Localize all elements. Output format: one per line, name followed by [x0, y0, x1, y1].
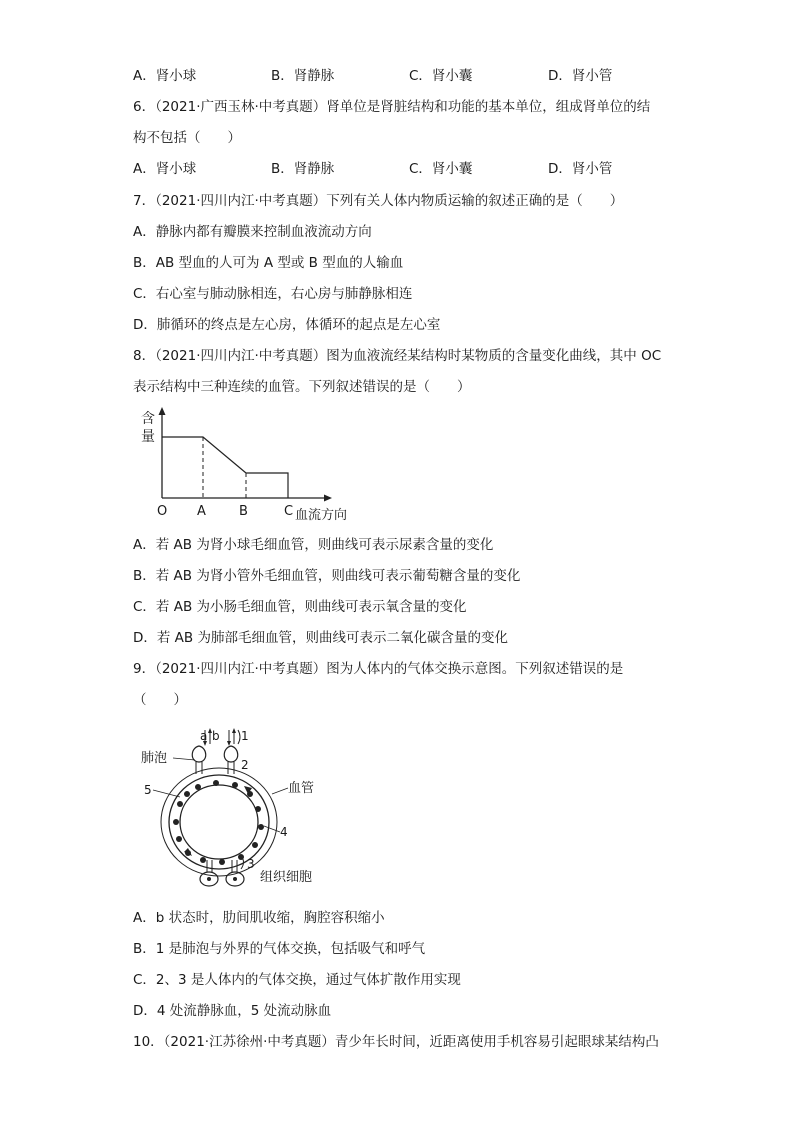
x-axis-arrow [324, 495, 332, 502]
q8-stem-line2: 表示结构中三种连续的血管。下列叙述错误的是（ ） [133, 379, 471, 395]
label-1: 1 [241, 729, 249, 743]
q7-option-a: A．静脉内都有瓣膜来控制血液流动方向 [133, 224, 372, 240]
vessel-outer-ring [169, 775, 269, 869]
label-tissue-cells: 组织细胞 [260, 870, 313, 885]
xlabel: 血流方向 [295, 508, 348, 523]
ylabel-2: 量 [141, 429, 155, 445]
q9-option-b: B．1 是肺泡与外界的气体交换，包括吸气和呼气 [133, 941, 426, 957]
q5-option-d: D．肾小管 [548, 68, 613, 84]
q5-option-b: B．肾静脉 [271, 68, 335, 84]
q6-option-c: C．肾小囊 [409, 161, 473, 177]
q9-stem-line2: （ ） [133, 692, 187, 708]
label-4: 4 [280, 825, 288, 839]
vessel-inner-ring [180, 785, 258, 859]
q10-stem-line1: 10．（2021·江苏徐州·中考真题）青少年长时间，近距离使用手机容易引起眼球某结构凸 [133, 1034, 659, 1050]
q7-option-d: D．肺循环的终点是左心房，体循环的起点是左心室 [133, 317, 441, 333]
q5-option-c: C．肾小囊 [409, 68, 473, 84]
q8-content-graph [136, 405, 368, 525]
q8-stem-line1: 8．（2021·四川内江·中考真题）图为血液流经某结构时某物质的含量变化曲线，其中 OC [133, 348, 662, 364]
q9-option-d: D．4 处流静脉血，5 处流动脉血 [133, 1003, 332, 1019]
q6-stem-line1: 6．（2021·广西玉林·中考真题）肾单位是肾脏结构和功能的基本单位，组成肾单位的结 [133, 99, 651, 115]
label-b: b [212, 729, 220, 743]
q6-stem-line2: 构不包括（ ） [133, 130, 241, 146]
label-2: 2 [241, 758, 249, 772]
q8-option-b: B．若 AB 为肾小管外毛细血管，则曲线可表示葡萄糖含量的变化 [133, 568, 521, 584]
q6-option-a: A．肾小球 [133, 161, 197, 177]
label-3: 3 [247, 857, 255, 871]
ylabel-1: 含 [141, 411, 155, 427]
q6-option-d: D．肾小管 [548, 161, 613, 177]
label-a: a [200, 729, 208, 743]
tick-b-label: B [239, 504, 248, 519]
q7-stem: 7．（2021·四川内江·中考真题）下列有关人体内物质运输的叙述正确的是（ ） [133, 193, 624, 209]
q7-option-c: C．右心室与肺动脉相连，右心房与肺静脉相连 [133, 286, 413, 302]
tick-a-label: A [197, 504, 206, 519]
q8-option-a: A．若 AB 为肾小球毛细血管，则曲线可表示尿素含量的变化 [133, 537, 494, 553]
q9-stem-line1: 9．（2021·四川内江·中考真题）图为人体内的气体交换示意图。下列叙述错误的是 [133, 661, 624, 677]
label-vessel: 血管 [288, 781, 315, 796]
q6-option-b: B．肾静脉 [271, 161, 335, 177]
q9-gas-exchange-diagram [140, 722, 330, 890]
y-axis-arrow [159, 407, 166, 415]
q5-option-a: A．肾小球 [133, 68, 197, 84]
label-5: 5 [144, 783, 152, 797]
q7-option-b: B．AB 型血的人可为 A 型或 B 型血的人输血 [133, 255, 404, 271]
content-curve [162, 437, 288, 498]
origin-label: O [157, 504, 168, 519]
q9-option-a: A．b 状态时，肋间肌收缩，胸腔容积缩小 [133, 910, 385, 926]
label-alveolus: 肺泡 [141, 751, 168, 766]
q9-option-c: C．2、3 是人体内的气体交换，通过气体扩散作用实现 [133, 972, 461, 988]
q8-option-c: C．若 AB 为小肠毛细血管，则曲线可表示氧含量的变化 [133, 599, 467, 615]
q8-option-d: D．若 AB 为肺部毛细血管，则曲线可表示二氧化碳含量的变化 [133, 630, 508, 646]
tick-c-label: C [284, 504, 294, 519]
